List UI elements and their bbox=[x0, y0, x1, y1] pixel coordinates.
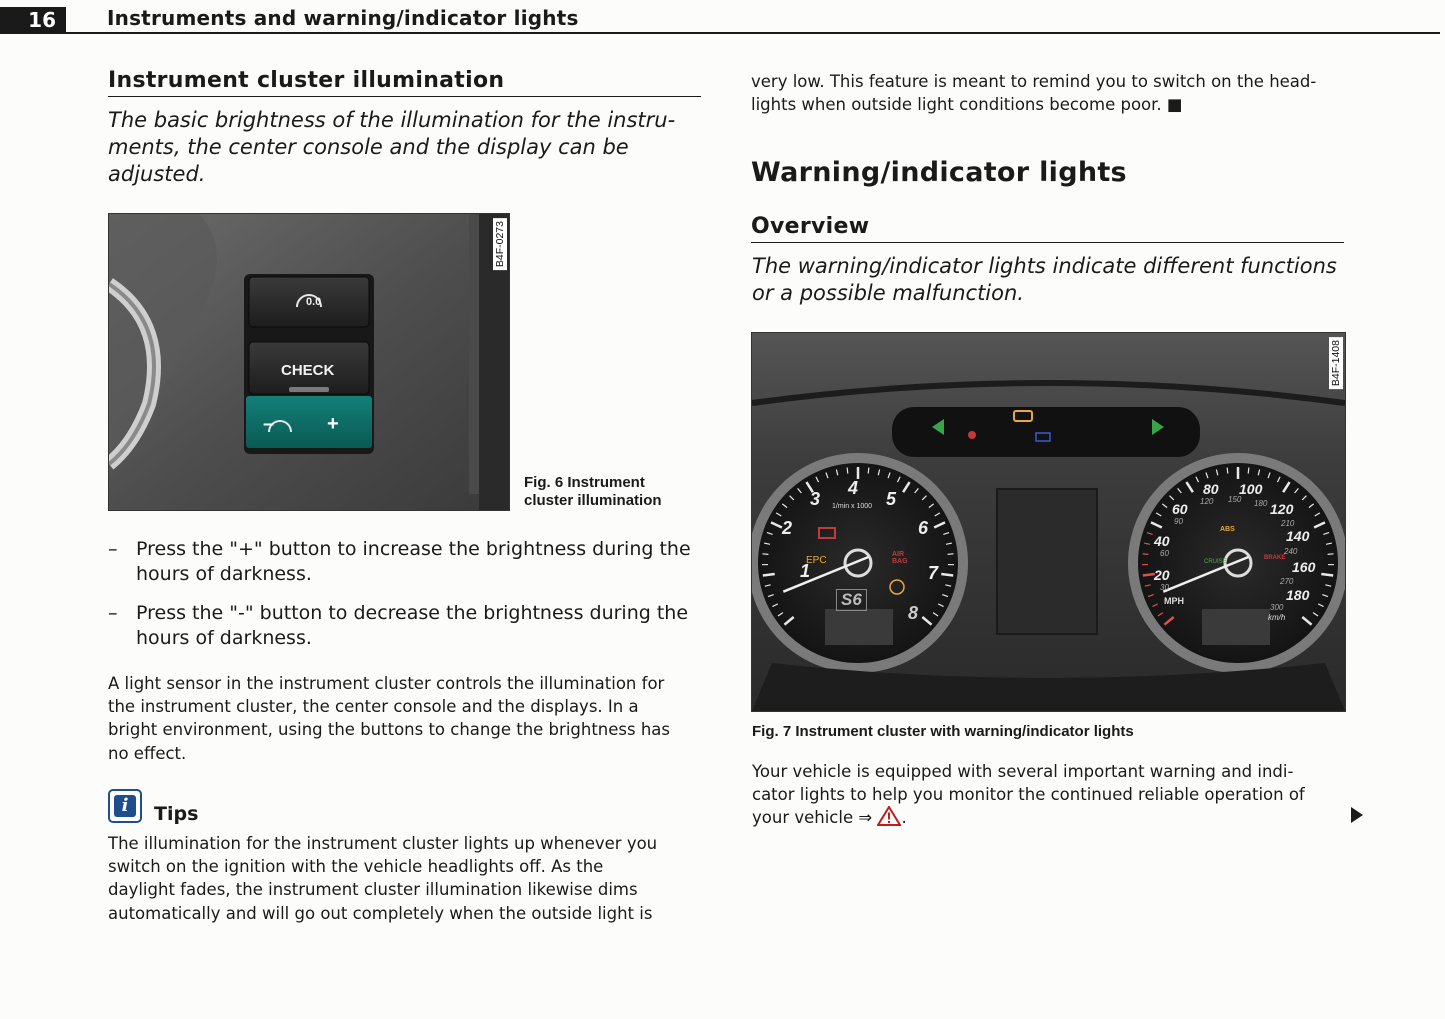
bullet-dash: – bbox=[108, 538, 118, 560]
paragraph-line: no effect. bbox=[108, 743, 187, 763]
paragraph-line: daylight fades, the instrument cluster illumination likewise dims bbox=[108, 880, 638, 900]
figure-7-caption: Fig. 7 Instrument cluster with warning/indicator lights bbox=[752, 723, 1134, 740]
speed-mph: 40 bbox=[1154, 533, 1170, 549]
running-title: Instruments and warning/indicator lights bbox=[107, 6, 579, 30]
speed-unit-mph: MPH bbox=[1164, 596, 1184, 606]
intro-line: adjusted. bbox=[108, 162, 206, 186]
tach-unit: 1/min x 1000 bbox=[832, 503, 873, 510]
seatbelt-warning-icon bbox=[968, 431, 976, 439]
speed-unit-kmh: km/h bbox=[1268, 613, 1286, 622]
brake-lamp: BRAKE bbox=[1264, 555, 1286, 561]
airbag-lamp-line: AIR bbox=[892, 551, 905, 558]
bullet-item bbox=[108, 537, 708, 587]
paragraph-line: switch on the ignition with the vehicle headlights off. As the bbox=[108, 857, 604, 877]
intro-line: The warning/indicator lights indicate different functions bbox=[752, 254, 1337, 278]
gauge-tick bbox=[762, 554, 768, 555]
model-badge: S6 bbox=[836, 589, 867, 611]
paragraph-line: bright environment, using the buttons to change the brightness has bbox=[108, 720, 671, 740]
section-title-illumination: Instrument cluster illumination bbox=[108, 68, 701, 97]
paragraph-line: Your vehicle is equipped with several important warning and indi- bbox=[752, 762, 1294, 781]
info-icon-letter: i bbox=[114, 795, 136, 817]
tach-number: 4 bbox=[848, 478, 859, 498]
speed-kmh: 120 bbox=[1200, 497, 1214, 506]
page-number: 16 bbox=[0, 7, 66, 33]
paragraph-text: your vehicle ⇒ bbox=[752, 808, 873, 828]
paragraph-period: . bbox=[901, 808, 907, 828]
gauge-tick bbox=[763, 574, 775, 576]
paragraph-line: lights when outside light conditions become poor. ■ bbox=[751, 95, 1183, 115]
speed-kmh: 240 bbox=[1284, 547, 1298, 556]
plus-button-label: + bbox=[327, 413, 339, 435]
bullet-item bbox=[108, 601, 708, 651]
gauge-tick bbox=[1328, 554, 1334, 555]
gauge-tick bbox=[1227, 468, 1228, 474]
paragraph-line: very low. This feature is meant to remind you to switch on the head- bbox=[751, 72, 1317, 91]
vehicle-paragraph bbox=[752, 760, 1352, 830]
tach-number: 5 bbox=[886, 489, 897, 509]
paragraph-line: cator lights to help you monitor the continued reliable operation of bbox=[752, 785, 1305, 805]
figure-code: B4F-1408 bbox=[1329, 337, 1343, 389]
bullet-line: Press the "-" button to decrease the brightness during the bbox=[136, 602, 689, 624]
paragraph-line: the instrument cluster, the center console and the displays. In a bbox=[108, 697, 639, 717]
header-rule bbox=[0, 32, 1440, 34]
gauge-tick bbox=[1248, 468, 1249, 474]
continued-paragraph bbox=[751, 70, 1351, 116]
speed-kmh: 270 bbox=[1280, 577, 1294, 586]
gauge-tick bbox=[847, 468, 848, 474]
paragraph-line: The illumination for the instrument cluster lights up whenever you bbox=[108, 834, 658, 853]
paragraph-line: A light sensor in the instrument cluster controls the illumination for bbox=[108, 674, 665, 693]
tips-heading: Tips bbox=[154, 803, 199, 825]
figure-7-graphic bbox=[752, 333, 1345, 711]
tach-number: 6 bbox=[918, 518, 929, 538]
tips-paragraph bbox=[108, 832, 708, 925]
intro-line: ments, the center console and the display can be bbox=[108, 135, 629, 159]
section-title-overview: Overview bbox=[751, 214, 1344, 243]
info-icon bbox=[108, 789, 142, 823]
speed-mph: 140 bbox=[1286, 528, 1310, 544]
figure-6-caption bbox=[524, 474, 662, 510]
bullet-line: hours of darkness. bbox=[136, 563, 312, 585]
intro-overview bbox=[752, 253, 1352, 307]
tach-number: 8 bbox=[908, 603, 919, 623]
figure-code: B4F-0273 bbox=[493, 218, 507, 270]
chapter-title: Warning/indicator lights bbox=[751, 157, 1127, 188]
speed-kmh: 60 bbox=[1160, 549, 1169, 558]
speed-kmh: 30 bbox=[1160, 583, 1169, 592]
light-sensor-paragraph bbox=[108, 672, 708, 765]
airbag-lamp bbox=[892, 551, 908, 565]
airbag-lamp-line: BAG bbox=[892, 558, 908, 565]
bullet-line: Press the "+" button to increase the brightness during the bbox=[136, 538, 691, 560]
gauge-tick bbox=[1142, 554, 1148, 555]
speed-kmh: 150 bbox=[1228, 495, 1242, 504]
speed-mph: 20 bbox=[1154, 567, 1170, 583]
speed-kmh: 210 bbox=[1281, 519, 1295, 528]
gauge-tick bbox=[1321, 574, 1333, 576]
speed-mph: 100 bbox=[1239, 481, 1263, 497]
epc-lamp: EPC bbox=[806, 555, 827, 566]
trip-reset-label: 0.0 bbox=[306, 296, 322, 308]
bullet-line: hours of darkness. bbox=[136, 627, 312, 649]
abs-lamp: ABS bbox=[1220, 526, 1235, 533]
paragraph-line-last bbox=[752, 806, 1352, 829]
speed-mph: 160 bbox=[1292, 559, 1316, 575]
speed-mph: 180 bbox=[1286, 587, 1310, 603]
speed-mph: 60 bbox=[1172, 501, 1188, 517]
speed-mph: 80 bbox=[1203, 481, 1219, 497]
check-button-label: CHECK bbox=[281, 362, 335, 379]
intro-illumination bbox=[108, 107, 708, 188]
intro-line: or a possible malfunction. bbox=[752, 281, 1024, 305]
speed-kmh: 300 bbox=[1270, 603, 1284, 612]
gauge-tick bbox=[868, 468, 869, 474]
bullet-dash: – bbox=[108, 602, 118, 624]
gauge-tick bbox=[1143, 574, 1155, 576]
cruise-lamp: CRUISE bbox=[1204, 559, 1227, 565]
tach-number: 2 bbox=[782, 518, 793, 538]
gauge-tick bbox=[941, 574, 953, 576]
figure-6-illumination-buttons bbox=[108, 213, 510, 511]
tach-number: 7 bbox=[928, 563, 939, 583]
caption-line: cluster illumination bbox=[524, 492, 662, 509]
speed-kmh: 180 bbox=[1254, 499, 1268, 508]
figure-7-instrument-cluster bbox=[751, 332, 1346, 712]
speed-mph: 120 bbox=[1270, 501, 1294, 517]
gauge-tick bbox=[948, 554, 954, 555]
warning-triangle-icon bbox=[877, 806, 901, 826]
tach-number: 3 bbox=[810, 489, 821, 509]
minus-button-label: – bbox=[263, 413, 275, 435]
intro-line: The basic brightness of the illumination for the instru- bbox=[108, 108, 676, 132]
paragraph-line: automatically and will go out completely when the outside light is bbox=[108, 903, 653, 923]
speed-kmh: 90 bbox=[1174, 517, 1183, 526]
continue-arrow-icon bbox=[1350, 806, 1364, 824]
tach-number: 1 bbox=[800, 561, 811, 581]
caption-line: Fig. 6 Instrument bbox=[524, 474, 645, 491]
